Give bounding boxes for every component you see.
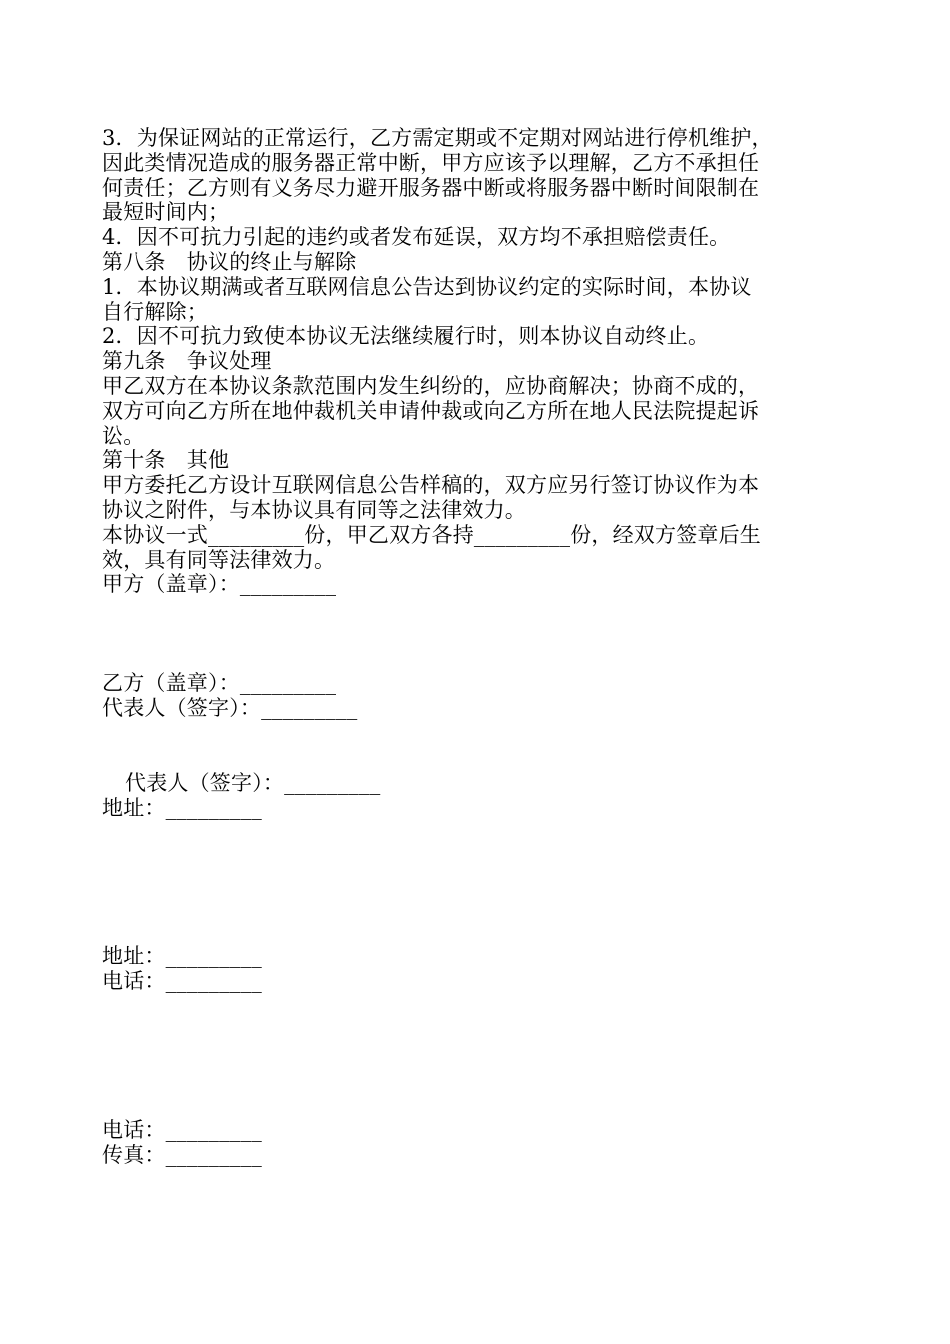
spacer (102, 820, 862, 944)
text-line: 2．因不可抗力致使本协议无法继续履行时，则本协议自动终止。 (102, 324, 710, 349)
section-heading-article-8: 第八条 协议的终止与解除 (102, 249, 357, 274)
text-line: 因此类情况造成的服务器正常中断，甲方应该予以理解，乙方不承担任 (102, 150, 760, 175)
phone-field: 电话：_________ (102, 1117, 262, 1142)
representative-signature-field: 代表人（签字）：_________ (125, 770, 381, 795)
text-line: 协议之附件，与本协议具有同等之法律效力。 (102, 497, 526, 522)
text-line: 甲方委托乙方设计互联网信息公告样稿的，双方应另行签订协议作为本 (102, 473, 760, 498)
text-line: 4．因不可抗力引起的违约或者发布延误，双方均不承担赔偿责任。 (102, 225, 731, 250)
text-line: 3．为保证网站的正常运行，乙方需定期或不定期对网站进行停机维护， (102, 126, 773, 150)
section-heading-article-9: 第九条 争议处理 (102, 349, 272, 374)
spacer (102, 994, 862, 1118)
spacer (102, 721, 862, 771)
text-line: 自行解除； (102, 299, 208, 324)
phone-field: 电话：_________ (102, 969, 262, 994)
address-field: 地址：_________ (102, 944, 262, 969)
text-line: 甲乙双方在本协议条款范围内发生纠纷的，应协商解决；协商不成的， (102, 373, 760, 398)
document-body (102, 126, 862, 1168)
text-line: 讼。 (102, 423, 145, 448)
party-a-seal-field: 甲方（盖章）：_________ (102, 572, 337, 597)
address-field: 地址：_________ (102, 795, 262, 820)
text-line: 最短时间内； (102, 200, 230, 225)
text-line: 1．本协议期满或者互联网信息公告达到协议约定的实际时间，本协议 (102, 274, 752, 299)
text-line: 效，具有同等法律效力。 (102, 547, 336, 572)
text-line: 何责任；乙方则有义务尽力避开服务器中断或将服务器中断时间限制在 (102, 175, 760, 200)
copies-clause-line: 本协议一式_________份，甲乙双方各持_________份，经双方签章后生 (102, 522, 761, 547)
section-heading-article-10: 第十条 其他 (102, 448, 230, 473)
fax-field: 传真：_________ (102, 1142, 262, 1167)
party-b-seal-field: 乙方（盖章）：_________ (102, 671, 337, 696)
spacer (102, 597, 862, 671)
text-line: 双方可向乙方所在地仲裁机关申请仲裁或向乙方所在地人民法院提起诉 (102, 398, 760, 423)
representative-signature-field: 代表人（签字）：_________ (102, 695, 358, 720)
